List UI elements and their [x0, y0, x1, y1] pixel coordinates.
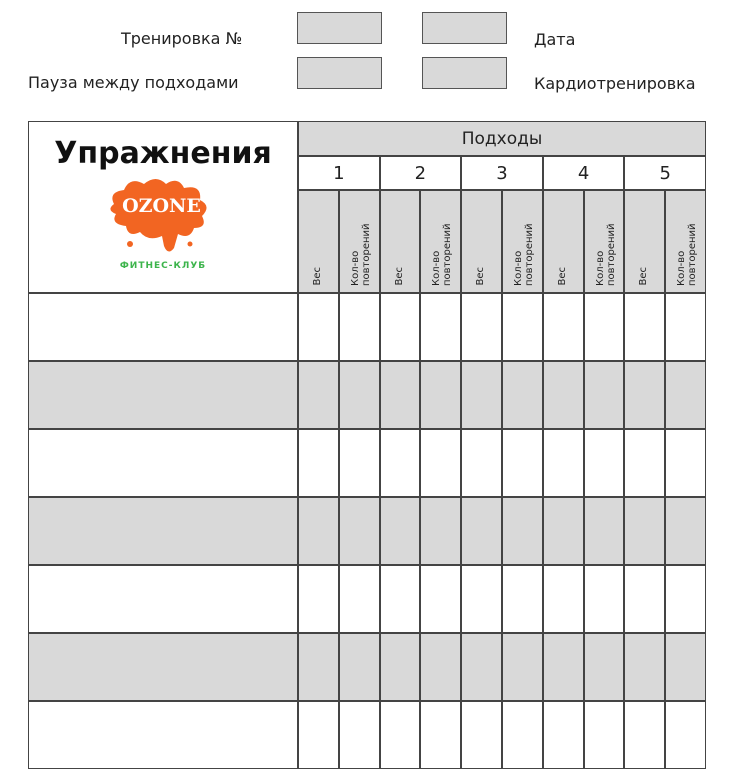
cardio-label: Кардиотренировка — [534, 74, 696, 93]
reps-input-cell[interactable] — [665, 633, 706, 701]
reps-label: Кол-во повторений — [349, 223, 372, 286]
set-number: 3 — [461, 156, 543, 190]
weight-label: Вес — [475, 267, 487, 286]
exercise-name-cell[interactable] — [28, 701, 298, 769]
weight-input-cell[interactable] — [624, 361, 665, 429]
weight-input-cell[interactable] — [380, 565, 421, 633]
weight-input-cell[interactable] — [624, 633, 665, 701]
weight-input-cell[interactable] — [543, 429, 584, 497]
reps-input-cell[interactable] — [665, 293, 706, 361]
weight-label: Вес — [393, 267, 405, 286]
exercise-name-cell[interactable] — [28, 565, 298, 633]
reps-input-cell[interactable] — [420, 429, 461, 497]
reps-input-cell[interactable] — [584, 293, 625, 361]
weight-column-header — [298, 190, 339, 293]
exercises-header — [28, 121, 298, 293]
weight-label: Вес — [556, 267, 568, 286]
reps-input-cell[interactable] — [665, 429, 706, 497]
reps-input-cell[interactable] — [584, 497, 625, 565]
reps-column-header — [502, 190, 543, 293]
reps-input-cell[interactable] — [502, 633, 543, 701]
exercise-name-cell[interactable] — [28, 293, 298, 361]
reps-input-cell[interactable] — [502, 565, 543, 633]
weight-input-cell[interactable] — [461, 701, 502, 769]
reps-input-cell[interactable] — [502, 497, 543, 565]
workout-table — [28, 121, 706, 761]
weight-input-cell[interactable] — [380, 429, 421, 497]
weight-input-cell[interactable] — [380, 633, 421, 701]
fitness-club-label: ФИТНЕС-КЛУБ — [119, 261, 207, 271]
reps-input-cell[interactable] — [584, 633, 625, 701]
rest-field[interactable] — [297, 57, 382, 89]
reps-input-cell[interactable] — [584, 361, 625, 429]
reps-input-cell[interactable] — [584, 701, 625, 769]
weight-label: Вес — [312, 267, 323, 286]
weight-input-cell[interactable] — [461, 361, 502, 429]
reps-input-cell[interactable] — [339, 361, 380, 429]
weight-input-cell[interactable] — [624, 497, 665, 565]
weight-input-cell[interactable] — [380, 701, 421, 769]
weight-input-cell[interactable] — [380, 293, 421, 361]
reps-input-cell[interactable] — [502, 429, 543, 497]
weight-input-cell[interactable] — [298, 361, 339, 429]
weight-input-cell[interactable] — [298, 565, 339, 633]
reps-input-cell[interactable] — [665, 497, 706, 565]
weight-input-cell[interactable] — [298, 293, 339, 361]
reps-input-cell[interactable] — [584, 565, 625, 633]
weight-input-cell[interactable] — [543, 361, 584, 429]
weight-input-cell[interactable] — [543, 701, 584, 769]
logo-drop — [188, 242, 193, 247]
exercise-name-cell[interactable] — [28, 633, 298, 701]
weight-input-cell[interactable] — [624, 293, 665, 361]
date-field[interactable] — [422, 12, 507, 44]
weight-column-header — [380, 190, 421, 293]
reps-input-cell[interactable] — [502, 701, 543, 769]
reps-column-header — [665, 190, 706, 293]
reps-label: Кол-во повторений — [513, 223, 535, 286]
reps-input-cell[interactable] — [420, 701, 461, 769]
weight-input-cell[interactable] — [543, 633, 584, 701]
weight-input-cell[interactable] — [298, 497, 339, 565]
weight-input-cell[interactable] — [380, 497, 421, 565]
cardio-field[interactable] — [422, 57, 507, 89]
weight-input-cell[interactable] — [298, 701, 339, 769]
reps-input-cell[interactable] — [339, 293, 380, 361]
reps-input-cell[interactable] — [339, 701, 380, 769]
reps-column-header — [420, 190, 461, 293]
weight-input-cell[interactable] — [461, 293, 502, 361]
reps-label: Кол-во повторений — [676, 223, 699, 286]
weight-input-cell[interactable] — [461, 633, 502, 701]
weight-input-cell[interactable] — [461, 429, 502, 497]
weight-input-cell[interactable] — [298, 429, 339, 497]
training-number-label: Тренировка № — [121, 29, 243, 48]
set-number: 2 — [380, 156, 462, 190]
exercise-name-cell[interactable] — [28, 361, 298, 429]
weight-input-cell[interactable] — [543, 497, 584, 565]
set-number: 5 — [624, 156, 706, 190]
reps-input-cell[interactable] — [665, 701, 706, 769]
reps-label: Кол-во повторений — [594, 223, 617, 286]
weight-column-header — [624, 190, 665, 293]
training-number-field[interactable] — [297, 12, 382, 44]
exercises-title: Упражнения — [54, 136, 272, 171]
reps-input-cell[interactable] — [339, 429, 380, 497]
ozone-logo — [104, 174, 219, 264]
weight-input-cell[interactable] — [624, 701, 665, 769]
reps-input-cell[interactable] — [502, 361, 543, 429]
exercise-name-cell[interactable] — [28, 497, 298, 565]
weight-input-cell[interactable] — [380, 361, 421, 429]
reps-input-cell[interactable] — [339, 565, 380, 633]
weight-input-cell[interactable] — [624, 429, 665, 497]
reps-input-cell[interactable] — [584, 429, 625, 497]
reps-input-cell[interactable] — [665, 361, 706, 429]
reps-column-header — [339, 190, 380, 293]
reps-input-cell[interactable] — [339, 633, 380, 701]
reps-input-cell[interactable] — [665, 565, 706, 633]
sets-header: Подходы — [298, 121, 706, 156]
reps-input-cell[interactable] — [420, 633, 461, 701]
weight-input-cell[interactable] — [624, 565, 665, 633]
set-number: 1 — [298, 156, 380, 190]
reps-label: Кол-во повторений — [431, 223, 454, 286]
reps-input-cell[interactable] — [420, 565, 461, 633]
reps-input-cell[interactable] — [420, 361, 461, 429]
reps-input-cell[interactable] — [420, 497, 461, 565]
weight-input-cell[interactable] — [461, 497, 502, 565]
set-number: 4 — [543, 156, 625, 190]
reps-column-header — [584, 190, 625, 293]
rest-label: Пауза между подходами — [28, 73, 239, 92]
exercise-name-cell[interactable] — [28, 429, 298, 497]
weight-input-cell[interactable] — [461, 565, 502, 633]
weight-input-cell[interactable] — [543, 293, 584, 361]
weight-column-header — [543, 190, 584, 293]
reps-input-cell[interactable] — [339, 497, 380, 565]
weight-input-cell[interactable] — [543, 565, 584, 633]
weight-input-cell[interactable] — [298, 633, 339, 701]
weight-column-header — [461, 190, 502, 293]
weight-label: Вес — [638, 267, 650, 286]
reps-input-cell[interactable] — [502, 293, 543, 361]
date-label: Дата — [534, 30, 576, 49]
reps-input-cell[interactable] — [420, 293, 461, 361]
ozone-logo-text: OZONE — [122, 195, 201, 217]
logo-drop — [127, 241, 133, 247]
